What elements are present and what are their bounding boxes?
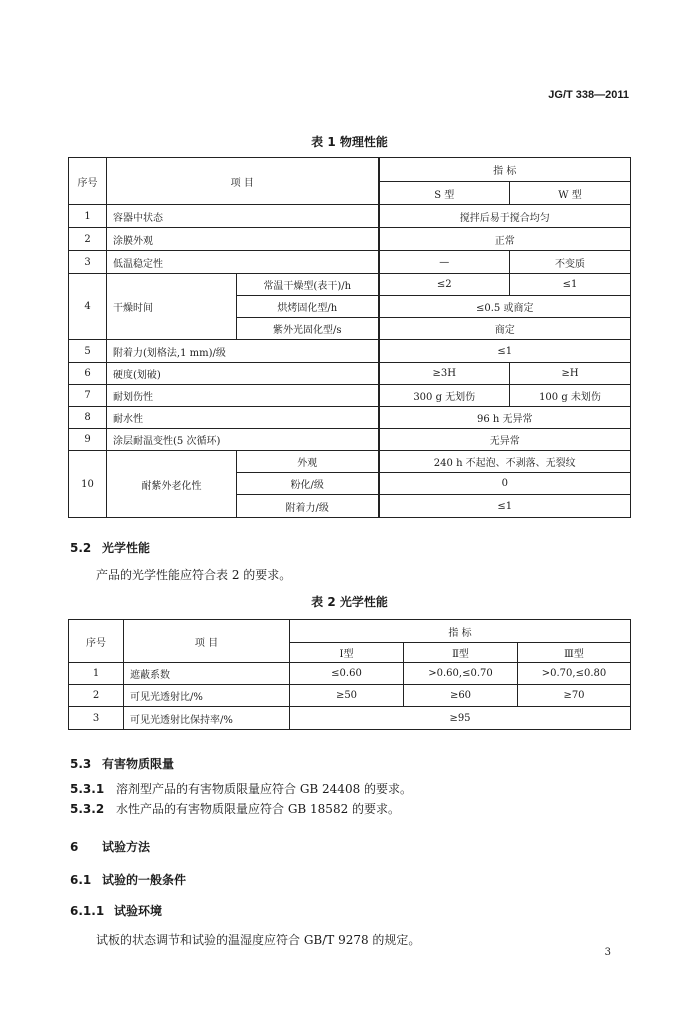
table-row [69,707,631,730]
header-item: 项 目 [107,158,379,205]
row-item: 遮蔽系数 [124,663,290,685]
standard-code: JG/T 338—2011 [548,89,629,101]
table2-caption: 表 2 光学性能 [311,595,388,609]
header-indicator: 指 标 [379,158,631,182]
row-value: 240 h 不起泡、不剥落、无裂纹 [379,451,631,473]
header-no: 序号 [69,620,124,663]
row-no: 4 [69,274,107,340]
row-no: 8 [69,407,107,429]
section-5-2-heading: 5.2 光学性能 [70,541,151,555]
row-no: 1 [69,205,107,228]
row-item: 可见光透射比/% [124,685,290,707]
table2 [68,619,631,730]
row-value-t2: ≥60 [404,685,518,707]
row-item: 耐紫外老化性 [107,451,237,518]
row-no: 6 [69,363,107,385]
row-item: 硬度(划破) [107,363,379,385]
row-value: ≥95 [290,707,631,730]
row-value: ≤0.5 或商定 [379,296,631,318]
row-item: 耐划伤性 [107,385,379,407]
row-value-t2: >0.60,≤0.70 [404,663,518,685]
row-value-w: ≥H [510,363,631,385]
section-6-1-1-heading: 6.1.1 试验环境 [70,904,163,918]
header-type-w: W 型 [510,182,631,205]
clause-5-3-1: 5.3.1 溶剂型产品的有害物质限量应符合 GB 24408 的要求。 [70,782,413,796]
table-row [69,274,631,296]
row-subitem: 烘烤固化型/h [237,296,379,318]
row-item: 耐水性 [107,407,379,429]
row-value-s: ≤2 [379,274,510,296]
row-value-t1: ≤0.60 [290,663,404,685]
row-item: 涂层耐温变性(5 次循环) [107,429,379,451]
table-row [69,407,631,429]
table2-header-row [69,620,631,643]
table-row [69,228,631,251]
row-value-t3: ≥70 [518,685,631,707]
row-item: 干燥时间 [107,274,237,340]
row-no: 5 [69,340,107,363]
row-value: 搅拌后易于搅合均匀 [379,205,631,228]
header-no: 序号 [69,158,107,205]
row-subitem: 外观 [237,451,379,473]
row-no: 10 [69,451,107,518]
table-row [69,385,631,407]
row-item: 附着力(划格法,1 mm)/级 [107,340,379,363]
row-item: 可见光透射比保持率/% [124,707,290,730]
table1 [68,157,631,518]
section-5-3-heading: 5.3 有害物质限量 [70,757,175,771]
row-no: 3 [69,251,107,274]
row-value: 正常 [379,228,631,251]
section-6-1-heading: 6.1 试验的一般条件 [70,873,187,887]
table1-caption: 表 1 物理性能 [311,135,388,149]
row-value-w: 不变质 [510,251,631,274]
row-value-w: 100 g 未划伤 [510,385,631,407]
section-6-heading: 6 试验方法 [70,840,151,854]
row-item: 低温稳定性 [107,251,379,274]
table-row [69,363,631,385]
row-subitem: 附着力/级 [237,495,379,518]
para-6-1-1: 试板的状态调节和试验的温湿度应符合 GB/T 9278 的规定。 [96,933,421,947]
row-item: 容器中状态 [107,205,379,228]
table-row [69,663,631,685]
table-row [69,205,631,228]
row-value-s: — [379,251,510,274]
row-no: 7 [69,385,107,407]
row-item: 涂膜外观 [107,228,379,251]
header-item: 项 目 [124,620,290,663]
table-row [69,685,631,707]
row-no: 2 [69,228,107,251]
table1-header-row [69,158,631,182]
row-no: 3 [69,707,124,730]
row-value: 96 h 无异常 [379,407,631,429]
clause-5-3-2: 5.3.2 水性产品的有害物质限量应符合 GB 18582 的要求。 [70,802,401,816]
row-value: ≤1 [379,495,631,518]
header-indicator: 指 标 [290,620,631,643]
table-row [69,451,631,473]
row-value-s: ≥3H [379,363,510,385]
row-value-t3: >0.70,≤0.80 [518,663,631,685]
table-row [69,340,631,363]
header-type-s: S 型 [379,182,510,205]
row-no: 2 [69,685,124,707]
row-value: 无异常 [379,429,631,451]
row-value: ≤1 [379,340,631,363]
row-value: 0 [379,473,631,495]
table-row [69,251,631,274]
table-row [69,429,631,451]
page-number: 3 [604,947,611,958]
row-subitem: 粉化/级 [237,473,379,495]
row-value-t1: ≥50 [290,685,404,707]
section-5-2-text: 产品的光学性能应符合表 2 的要求。 [96,568,292,582]
header-type-2: Ⅱ型 [404,643,518,663]
row-subitem: 紫外光固化型/s [237,318,379,340]
row-no: 1 [69,663,124,685]
row-subitem: 常温干燥型(表干)/h [237,274,379,296]
row-no: 9 [69,429,107,451]
row-value-s: 300 g 无划伤 [379,385,510,407]
row-value-w: ≤1 [510,274,631,296]
header-type-1: Ⅰ型 [290,643,404,663]
row-value: 商定 [379,318,631,340]
header-type-3: Ⅲ型 [518,643,631,663]
